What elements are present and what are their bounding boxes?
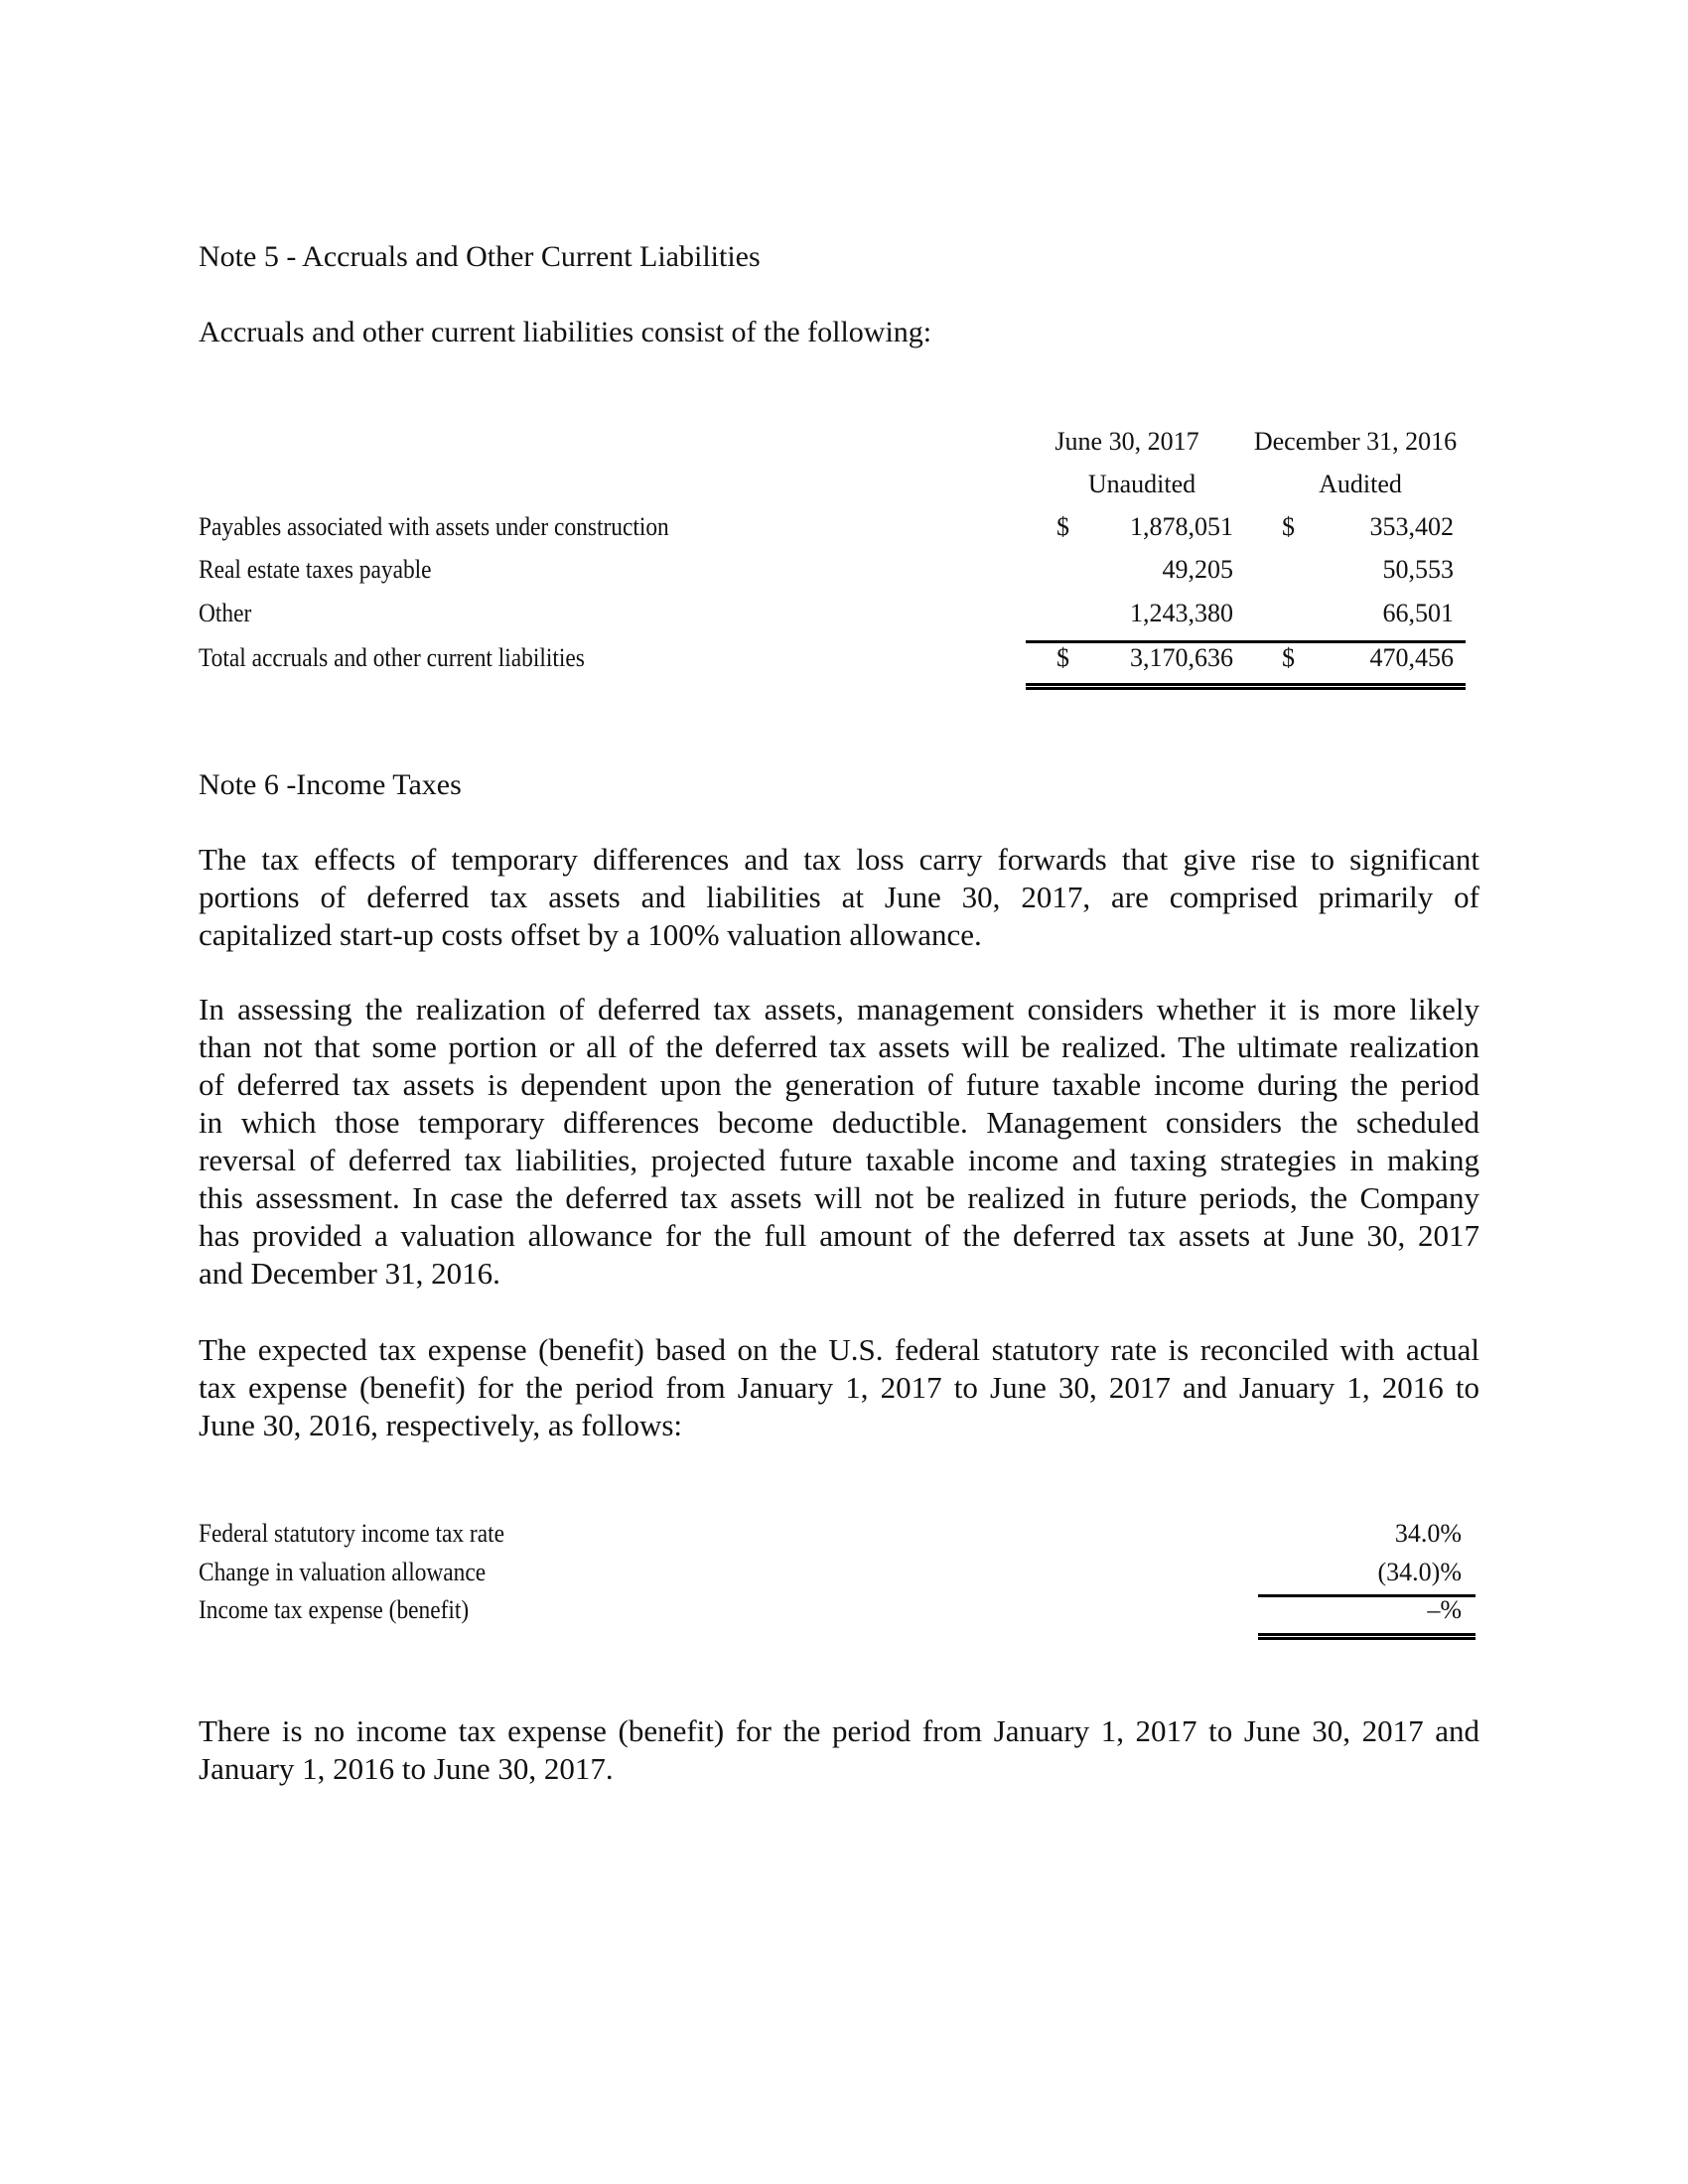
total-double-rule bbox=[1026, 683, 1466, 690]
row-label: Change in valuation allowance bbox=[199, 1558, 487, 1586]
paragraph-line: In assessing the realization of deferred tax assets, management considers whether it is more likely bbox=[199, 992, 1479, 1026]
column-header-status: Unaudited bbox=[1087, 470, 1196, 498]
row-value: 3,170,636 bbox=[1130, 643, 1233, 672]
paragraph-line: reversal of deferred tax liabilities, projected future taxable income and taxing strategies in making bbox=[199, 1143, 1479, 1177]
row-value: 470,456 bbox=[1369, 643, 1454, 672]
row-value: 1,878,051 bbox=[1130, 512, 1233, 541]
column-header-status: Audited bbox=[1319, 470, 1402, 498]
paragraph-line: The tax effects of temporary differences and tax loss carry forwards that give rise to significant bbox=[199, 842, 1479, 877]
paragraph-rate-reconciliation bbox=[199, 1331, 1479, 1444]
note5-intro: Accruals and other current liabilities consist of the following: bbox=[199, 316, 932, 348]
paragraph-line: June 30, 2016, respectively, as follows: bbox=[199, 1408, 683, 1442]
paragraph-no-tax-expense bbox=[199, 1712, 1479, 1788]
paragraph-realization-assessment bbox=[199, 991, 1479, 1293]
row-label: Real estate taxes payable bbox=[199, 555, 432, 584]
paragraph-line: in which those temporary differences become deductible. Management considers the scheduled bbox=[199, 1105, 1479, 1140]
paragraph-line: There is no income tax expense (benefit) for the period from January 1, 2017 to June 30, 2017 and bbox=[199, 1713, 1479, 1748]
column-header-date: June 30, 2017 bbox=[1055, 427, 1199, 456]
paragraph-line: tax expense (benefit) for the period from January 1, 2017 to June 30, 2017 and January 1, 2016 to bbox=[199, 1370, 1479, 1405]
row-value: 66,501 bbox=[1382, 599, 1454, 627]
paragraph-line: this assessment. In case the deferred tax assets will not be realized in future periods, the Company bbox=[199, 1180, 1479, 1215]
paragraph-line: of deferred tax assets is dependent upon the generation of future taxable income during the period bbox=[199, 1067, 1479, 1102]
paragraph-line: than not that some portion or all of the deferred tax assets will be realized. The ultimate realization bbox=[199, 1029, 1479, 1064]
row-value: 353,402 bbox=[1369, 512, 1454, 541]
column-header-date: December 31, 2016 bbox=[1253, 427, 1458, 456]
total-double-rule bbox=[1258, 1633, 1476, 1640]
paragraph-line: portions of deferred tax assets and liabilities at June 30, 2017, are comprised primarily of bbox=[199, 880, 1479, 914]
currency-symbol: $ bbox=[1056, 643, 1069, 672]
row-label: Total accruals and other current liabilities bbox=[199, 643, 585, 672]
row-label: Federal statutory income tax rate bbox=[199, 1519, 504, 1548]
row-value: 1,243,380 bbox=[1130, 599, 1233, 627]
paragraph-line: January 1, 2016 to June 30, 2017. bbox=[199, 1751, 614, 1786]
row-label: Other bbox=[199, 599, 252, 627]
row-value: 50,553 bbox=[1382, 555, 1454, 584]
row-value: 34.0% bbox=[1394, 1519, 1462, 1548]
currency-symbol: $ bbox=[1056, 512, 1069, 541]
row-label: Income tax expense (benefit) bbox=[199, 1595, 470, 1624]
note6-title: Note 6 -Income Taxes bbox=[199, 768, 462, 801]
paragraph-deferred-tax-effects bbox=[199, 841, 1479, 954]
note5-title: Note 5 - Accruals and Other Current Liabilities bbox=[199, 240, 761, 273]
row-value: –% bbox=[1427, 1595, 1462, 1624]
currency-symbol: $ bbox=[1282, 512, 1295, 541]
paragraph-line: has provided a valuation allowance for the full amount of the deferred tax assets at June 30, 2017 bbox=[199, 1218, 1479, 1253]
paragraph-line: The expected tax expense (benefit) based on the U.S. federal statutory rate is reconciled with actual bbox=[199, 1332, 1479, 1367]
paragraph-line: capitalized start-up costs offset by a 100% valuation allowance. bbox=[199, 917, 982, 952]
row-value: 49,205 bbox=[1162, 555, 1233, 584]
row-value: (34.0)% bbox=[1377, 1558, 1462, 1586]
row-label: Payables associated with assets under construction bbox=[199, 512, 669, 541]
currency-symbol: $ bbox=[1282, 643, 1295, 672]
paragraph-line: and December 31, 2016. bbox=[199, 1256, 500, 1291]
